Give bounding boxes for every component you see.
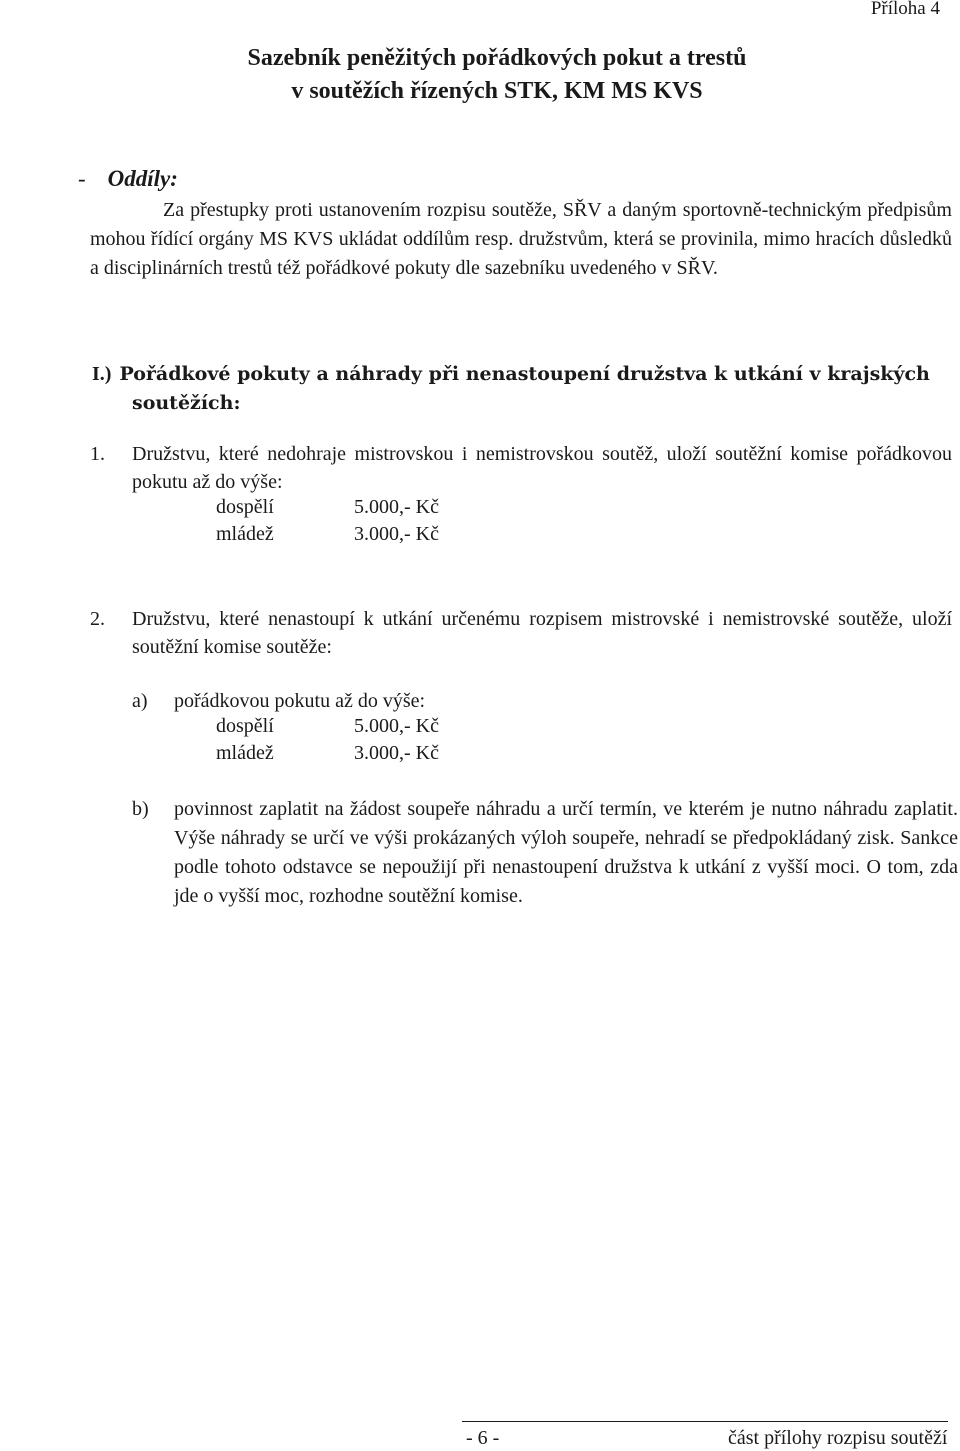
rule-item-text: Družstvu, které nedohraje mistrovskou i nemistrovskou soutěž, uloží soutěžní komise pořádkovou pokutu až do výše: [132, 443, 952, 493]
rule-item-number: 2. [90, 608, 105, 630]
rule-item-number: 1. [90, 443, 105, 465]
fee-category: dospělí [216, 715, 274, 737]
sub-item-label: b) [132, 798, 149, 820]
section-dash: - [78, 166, 86, 191]
rule-item-text: Družstvu, které nenastoupí k utkání určenému rozpisem mistrovské i nemistrovské soutěže, uloží soutěžní komise soutěže: [132, 608, 952, 658]
subsection-heading [92, 360, 954, 418]
fee-amount: 3.000,- Kč [354, 523, 439, 545]
rule-item-1 [90, 440, 952, 496]
page-number: - 6 - [466, 1427, 500, 1449]
subsection-title: Pořádkové pokuty a náhrady při nenastoupení družstva k utkání v krajských [119, 363, 930, 385]
annex-label: Příloha 4 [870, 0, 940, 19]
section-label: Oddíly: [107, 166, 178, 191]
section-heading [78, 166, 178, 192]
footer-divider [462, 1421, 948, 1422]
fee-amount: 3.000,- Kč [354, 742, 439, 764]
subsection-title-cont: soutěžích: [132, 392, 241, 414]
rule-item-2 [90, 605, 952, 661]
title-line-1: Sazebník peněžitých pořádkových pokut a trestů [247, 45, 747, 71]
subsection-number: I.) [92, 363, 112, 385]
fee-amount: 5.000,- Kč [354, 715, 439, 737]
sub-item-text: povinnost zaplatit na žádost soupeře náhradu a určí termín, ve kterém je nutno náhradu zaplatit. Výše náhrady se určí ve výši prokázaných výloh soupeře, nehradí se předpokládaný zisk. Sankce podle tohoto odstavce se nepoužijí při nenastoupení družstva k utkání z vyšší moci. O tom, zda jde o vyšší moc, rozhodne soutěžní komise. [174, 798, 958, 907]
sub-item-text: pořádkovou pokutu až do výše: [174, 690, 426, 712]
fee-category: mládež [216, 523, 274, 545]
footer-label: část přílohy rozpisu soutěží [728, 1427, 948, 1449]
sub-item-label: a) [132, 690, 148, 712]
sub-item-a [132, 687, 958, 715]
title-line-2: v soutěžích řízených STK, KM MS KVS [291, 78, 703, 104]
fee-category: dospělí [216, 496, 274, 518]
document-title [0, 42, 960, 108]
section-paragraph: Za přestupky proti ustanovením rozpisu soutěže, SŘV a daným sportovně-technickým předpisům mohou řídící orgány MS KVS ukládat oddílům resp. družstvům, která se provinila, mimo hracích důsledků a disciplinárních trestů též pořádkové pokuty dle sazebníku uvedeného v SŘV. [90, 199, 952, 279]
sub-item-b [132, 795, 958, 911]
fee-amount: 5.000,- Kč [354, 496, 439, 518]
fee-category: mládež [216, 742, 274, 764]
